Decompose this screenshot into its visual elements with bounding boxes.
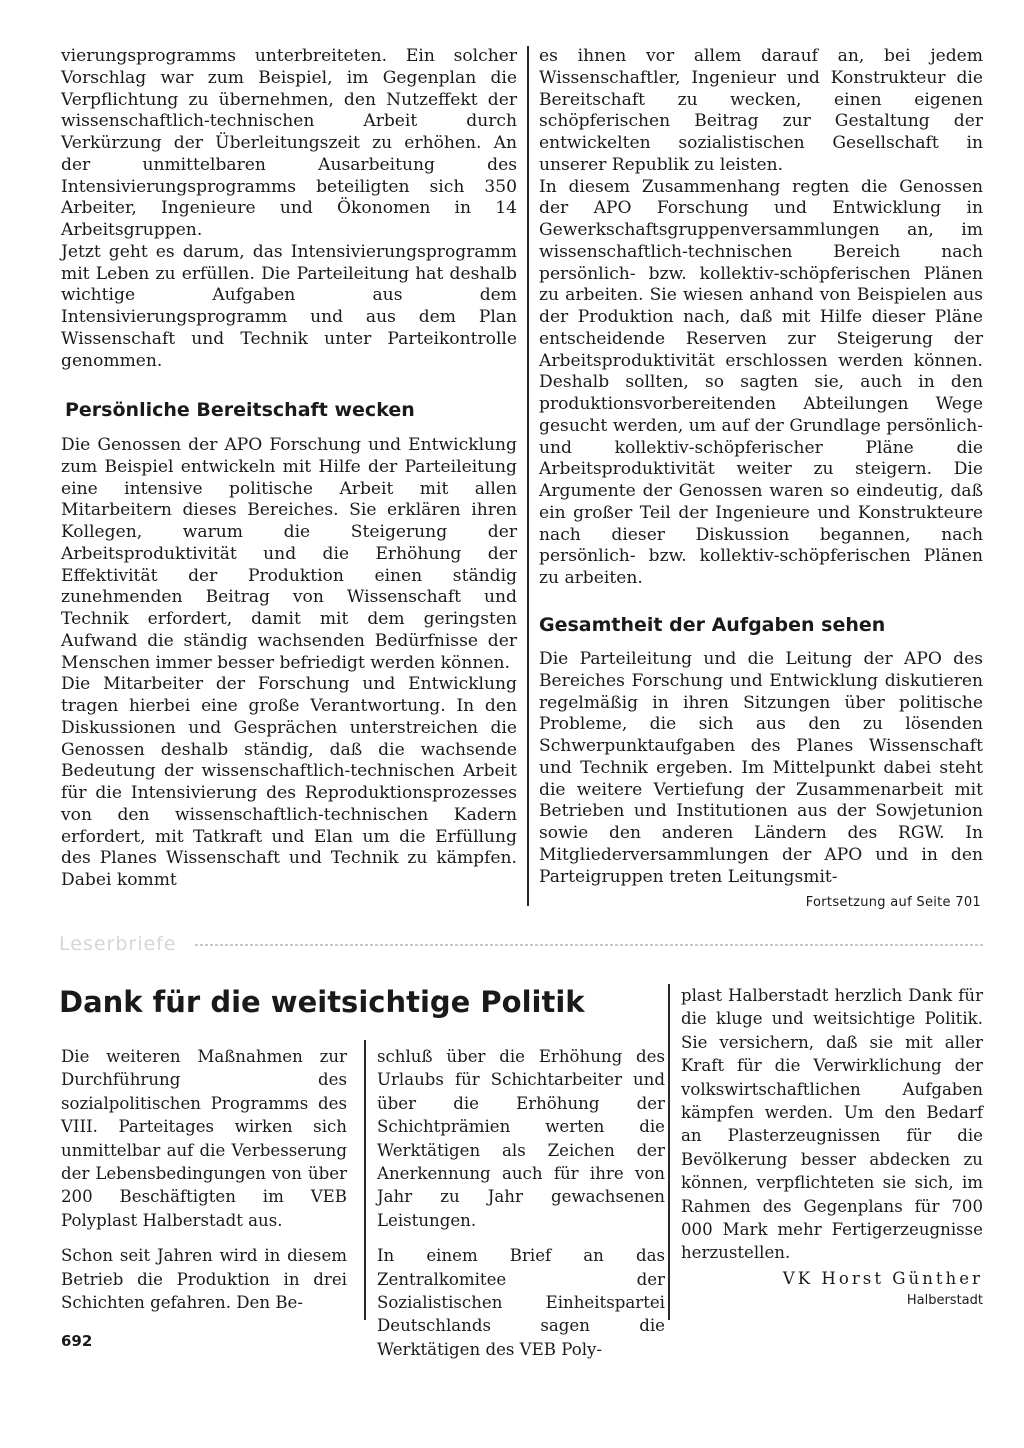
letter-column-3 <box>681 984 983 1265</box>
subheading-gesamtheit: Gesamtheit der Aufgaben sehen <box>539 614 886 636</box>
paragraph: In diesem Zusammenhang regten die Genossen der APO Forschung und Entwicklung in Gewerkschaftsgruppenversammlungen an, im wissenschaftlich-technischen Bereich nach persönlich- bzw. kollektiv-schöpferischen Plänen zu arbeiten. Sie wiesen anhand von Beispielen aus der Produktion nach, daß mit Hilfe dieser Pläne entscheidende Reserven zur Steigerung der Arbeitsproduktivität erschlossen werden können. Deshalb sollten, so sagten sie, auch in den produktionsvorbereitenden Abteilungen Wege gesucht werden, um auf der Grundlage persönlich- und kollektiv-schöpferischer Pläne die Arbeitsproduktivität weiter zu steigern. Die Argumente der Genossen waren so eindeutig, daß ein großer Teil der Ingenieure und Konstrukteure nach dieser Diskussion begannen, nach persönlich- bzw. kollektiv-schöpferischen Plänen zu arbeiten. <box>539 176 983 588</box>
paragraph: Die Mitarbeiter der Forschung und Entwicklung tragen hierbei eine große Verantwortung. In den Diskussionen und Gesprächen unterstreichen die Genossen deshalb ständig, daß die wachsende Bedeutung der wissenschaftlich-technischen Arbeit für die Intensivierung des Reproduktionsprozesses von den wissenschaftlich-technischen Kadern erfordert, mit Tatkraft und Elan um die Erfüllung des Planes Wissenschaft und Technik zu kämpfen. Dabei kommt <box>61 674 517 890</box>
article-right-column-bottom <box>539 649 983 888</box>
paragraph: Jetzt geht es darum, das Intensivierungsprogramm mit Leben zu erfüllen. Die Parteileitung hat deshalb wichtige Aufgaben aus dem Intensivierungsprogramm und aus dem Plan Wissenschaft und Technik unter Parteikontrolle genommen. <box>61 241 517 371</box>
section-rule <box>195 944 983 946</box>
letter-column-2 <box>377 1045 665 1361</box>
paragraph: Schon seit Jahren wird in diesem Betrieb die Produktion in drei Schichten gefahren. Den Be- <box>61 1246 347 1313</box>
signature-name: VK Horst Günther <box>782 1269 983 1288</box>
subheading-bereitschaft: Persönliche Bereitschaft wecken <box>65 399 415 421</box>
section-band <box>59 933 983 955</box>
article-left-column-bottom <box>61 435 517 892</box>
paragraph: es ihnen vor allem darauf an, bei jedem Wissenschaftler, Ingenieur und Konstrukteur die Bereitschaft zu wecken, einen eigenen schöpferischen Beitrag zur Gestaltung der entwickelten sozialistischen Gesellschaft in unserer Republik zu leisten. <box>539 46 983 175</box>
article-right-column-top <box>539 46 983 590</box>
column-divider <box>527 46 529 906</box>
paragraph: plast Halberstadt herzlich Dank für die kluge und weitsichtige Politik. Sie versichern, daß sie mit aller Kraft für die Verwirklichung der volkswirtschaftlichen Aufgaben kämpfen werden. Um den Bedarf an Plasterzeugnissen für die Bevölkerung besser abdecken zu können, verpflichteten sie sich, im Rahmen des Gegenplans für 700 000 Mark mehr Fertigerzeugnisse herzustellen. <box>681 986 983 1263</box>
column-divider <box>668 984 670 1320</box>
paragraph: In einem Brief an das Zentralkomitee der Sozialistischen Einheitspartei Deutschlands sagen die Werktätigen des VEB Poly- <box>377 1246 665 1359</box>
section-label: Leserbriefe <box>59 933 177 955</box>
paragraph: Die Parteileitung und die Leitung der APO des Bereiches Forschung und Entwicklung diskutieren regelmäßig in ihren Sitzungen über politische Probleme, die sich aus den zu lösenden Schwerpunktaufgaben des Planes Wissenschaft und Technik ergeben. Im Mittelpunkt dabei steht die weitere Vertiefung der Zusammenarbeit mit Betrieben und Institutionen aus der Sowjetunion sowie den anderen Ländern des RGW. In Mitgliederversammlungen der APO und in den Parteigruppen treten Leitungsmit- <box>539 649 983 887</box>
continuation-note: Fortsetzung auf Seite 701 <box>805 895 981 910</box>
article-left-column-top <box>61 46 517 372</box>
paragraph: Die Genossen der APO Forschung und Entwicklung zum Beispiel entwickeln mit Hilfe der Parteileitung eine intensive politische Arbeit mit allen Mitarbeitern dieses Bereiches. Sie erklären ihren Kollegen, warum die Steigerung der Arbeitsproduktivität und die Erhöhung der Effektivität der Produktion einen ständig zunehmenden Beitrag von Wissenschaft und Technik erfordert, damit mit dem geringsten Aufwand die ständig wachsenden Bedürfnisse der Menschen immer besser befriedigt werden können. <box>61 435 517 673</box>
paragraph: schluß über die Erhöhung des Urlaubs für Schichtarbeiter und über die Erhöhung der Schichtprämien werten die Werktätigen als Zeichen der Anerkennung auch für ihre von Jahr zu Jahr gewachsenen Leistungen. <box>377 1047 665 1230</box>
letter-column-1 <box>61 1045 347 1314</box>
page-number: 692 <box>61 1332 93 1350</box>
signature-place: Halberstadt <box>906 1293 983 1308</box>
paragraph: Die weiteren Maßnahmen zur Durchführung des sozialpolitischen Programms des VIII. Parteitages wirken sich unmittelbar auf die Verbesserung der Lebensbedingungen von über 200 Beschäftigten im VEB Polyplast Halberstadt aus. <box>61 1047 347 1230</box>
letter-title: Dank für die weitsichtige Politik <box>59 985 585 1019</box>
paragraph: vierungsprogramms unterbreiteten. Ein solcher Vorschlag war zum Beispiel, im Gegenplan die Verpflichtung zu übernehmen, den Nutzeffekt der wissenschaftlich-technischen Arbeit durch Verkürzung der Überleitungszeit zu erhöhen. An der unmittelbaren Ausarbeitung des Intensivierungsprogramms beteiligten sich 350 Arbeiter, Ingenieure und Ökonomen in 14 Arbeitsgruppen. <box>61 46 517 240</box>
column-divider <box>364 1040 366 1320</box>
